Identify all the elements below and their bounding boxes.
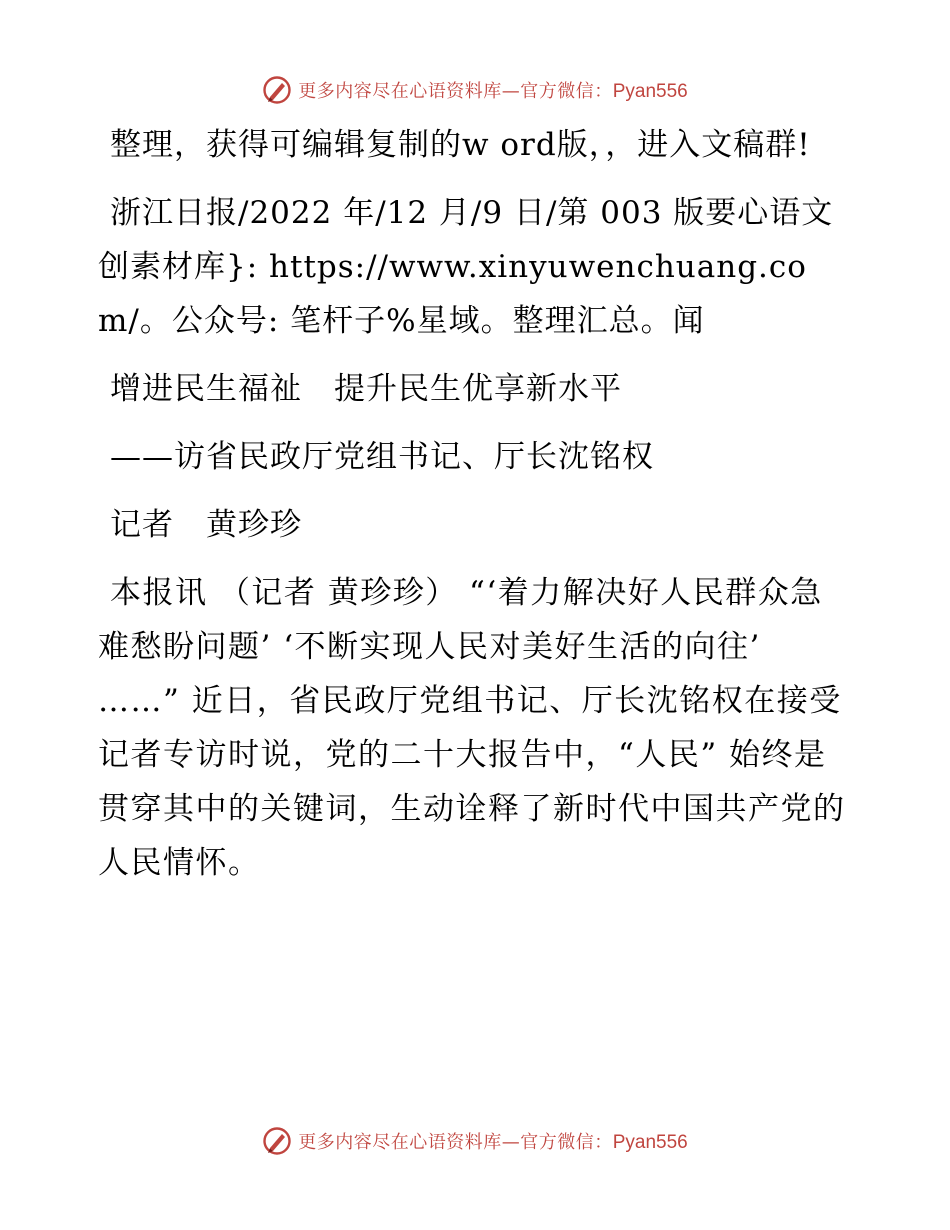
article-lead-paragraph: 本报讯 （记者 黄珍珍） “‘着力解决好人民群众急难愁盼问题’ ‘不断实现人民对美好生活的向往’ ……” 近日，省民政厅党组书记、厅长沈铭权在接受记者专访时说，党的二十大报告中，“人民” 始终是贯穿其中的关键词，生动诠释了新时代中国共产党的人民情怀。	[98, 575, 846, 881]
source-line: 浙江日报/2022 年/12 月/9 日/第 003 版要心语文创素材库}: https://www.xinyuwenchuang.com/。公众号: 笔杆子%星域。整理汇总。闻	[98, 195, 834, 339]
footer-watermark	[0, 1121, 950, 1161]
article-title: 增进民生福祉 提升民生优享新水平	[110, 371, 622, 407]
article-subtitle: ——访省民政厅党组书记、厅长沈铭权	[110, 439, 654, 475]
intro-note: 整理，获得可编辑复制的w ord版，，进入文稿群!	[110, 127, 811, 163]
quill-pen-logo-icon	[262, 1126, 292, 1156]
watermark-wechat-id: Pyan556	[612, 1132, 688, 1153]
watermark-text: 更多内容尽在心语资料库—官方微信：Pyan556	[298, 81, 688, 102]
quill-pen-logo-icon	[262, 75, 292, 105]
article-byline: 记者 黄珍珍	[110, 507, 302, 543]
watermark-text: 更多内容尽在心语资料库—官方微信：Pyan556	[298, 1132, 688, 1153]
header-watermark	[0, 70, 950, 110]
document-body	[98, 118, 850, 904]
watermark-wechat-id: Pyan556	[612, 81, 688, 102]
